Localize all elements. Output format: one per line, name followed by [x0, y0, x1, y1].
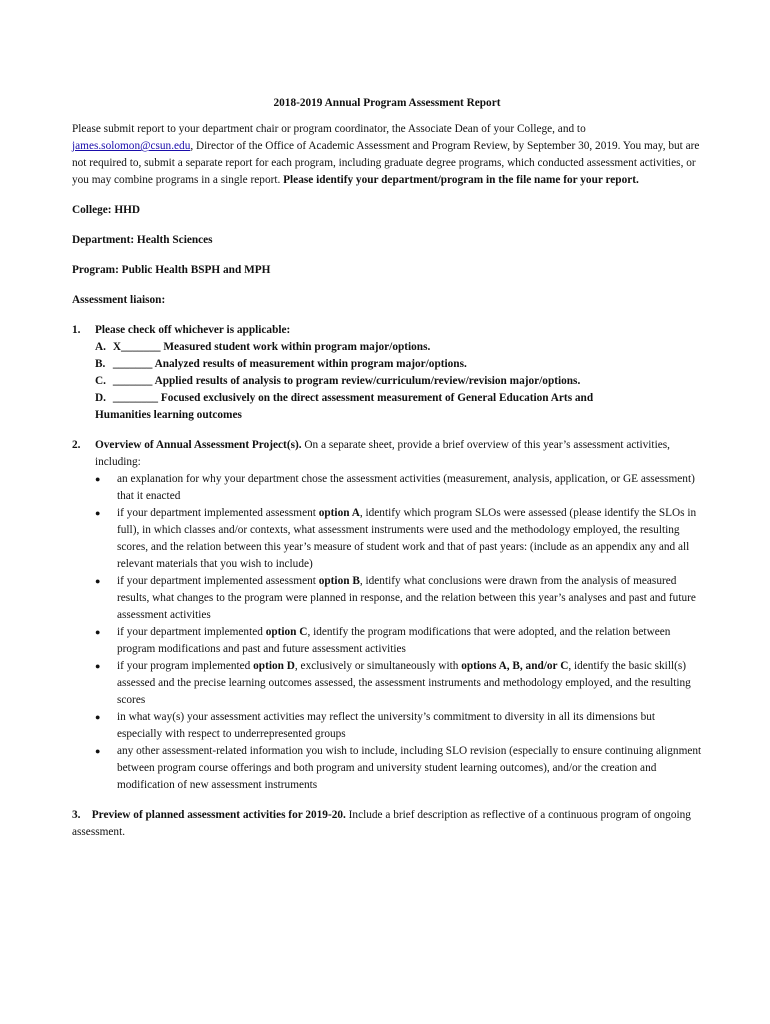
option-d [95, 390, 702, 407]
section-3-heading: Preview of planned assessment activities for 2019-20. [91, 809, 346, 821]
option-c-text: _______ Applied results of analysis to program review/curriculum/review/revision major/options. [112, 375, 581, 387]
option-c-label: C. [95, 375, 106, 387]
program-field: Program: Public Health BSPH and MPH [72, 264, 271, 276]
college-field: College: HHD [72, 204, 141, 216]
option-d-continuation: Humanities learning outcomes [95, 409, 242, 421]
list-item [95, 471, 702, 505]
bullet-text-part: , identify which program SLOs were assessed (please identify the SLOs in full), in which classes and/or contexts, what assessment instruments were used and the methodology employed, the resulting scores, and the relation between this year’s measure of student work and that of past years: (include as an appendix any and all relevant materials that you wish to include) [117, 507, 697, 570]
bullet-text: any other assessment-related information you wish to include, including SLO revision (especially to ensure continuing alignment between program course offerings and both program and university student learning outcomes), and/or the creation and modification of new assessment instruments [117, 745, 702, 791]
intro-text-2: , Director of the Office of Academic Assessment and Program Review, by September 30, 2019. You may, but are not required to, submit a separate report for each program, including graduate degree programs, which conducted assessment activities, or you may combine programs in a single report. [72, 140, 700, 186]
section-2-number: 2. [72, 439, 81, 451]
assessment-liaison-field: Assessment liaison: [72, 294, 166, 306]
section-1-number: 1. [72, 324, 81, 336]
section-1 [72, 322, 702, 424]
bullet-text-part: if your program implemented [117, 660, 254, 672]
section-3 [72, 807, 702, 841]
bullet-text-part: if your department implemented assessment [117, 575, 319, 587]
bullet-text-bold: option A [318, 507, 360, 519]
list-item [95, 658, 702, 709]
bullet-text: in what way(s) your assessment activities may reflect the university’s commitment to diversity in all its dimensions but especially with respect to underrepresented groups [117, 711, 656, 740]
bullet-text-part: if your department implemented [117, 626, 266, 638]
list-item [95, 505, 702, 573]
bullet-text [117, 658, 702, 709]
section-2-intro [95, 437, 702, 471]
section-2 [72, 437, 702, 794]
bullet-text-part: , exclusively or simultaneously with [294, 660, 462, 672]
bullet-icon: ● [95, 661, 101, 671]
document-page [72, 95, 702, 841]
bullet-text-part: if your department implemented assessment [117, 507, 319, 519]
report-title: 2018-2019 Annual Program Assessment Report [273, 97, 501, 109]
bullet-icon: ● [95, 474, 101, 484]
bullet-icon: ● [95, 746, 101, 756]
bullet-text [117, 624, 702, 658]
department-field: Department: Health Sciences [72, 234, 213, 246]
bullet-text: an explanation for why your department chose the assessment activities (measurement, analysis, application, or GE assessment) that it enacted [117, 473, 695, 502]
section-2-text: On a separate sheet, provide a brief overview of this year’s assessment activities, including: [95, 439, 670, 468]
bullet-text [117, 573, 702, 624]
option-b-label: B. [95, 358, 106, 370]
section-3-text: Include a brief description as reflective of a continuous program of ongoing assessment. [72, 809, 691, 838]
bullet-icon: ● [95, 712, 101, 722]
list-item [95, 743, 702, 794]
intro-bold-instruction: Please identify your department/program in the file name for your report. [283, 174, 639, 186]
bullet-icon: ● [95, 508, 101, 518]
list-item [95, 573, 702, 624]
section-3-number: 3. [72, 809, 81, 821]
bullet-text-bold: option D [253, 660, 295, 672]
option-d-text: ________ Focused exclusively on the direct assessment measurement of General Education Arts and [112, 392, 594, 404]
bullet-text-part: , identify the basic skill(s) assessed and the precise learning outcomes assessed, the assessment instruments and methodology employed, and the resulting scores [117, 660, 691, 706]
bullet-text-bold: option B [318, 575, 360, 587]
option-b-text: _______ Analyzed results of measurement within program major/options. [112, 358, 467, 370]
bullet-text-bold: option C [265, 626, 308, 638]
section-2-bullet-list [95, 471, 702, 794]
bullet-text [117, 505, 702, 573]
option-c [95, 373, 702, 390]
intro-paragraph [72, 121, 702, 189]
bullet-text-part: , identify the program modifications that were adopted, and the relation between program modifications and past and future assessment activities [117, 626, 671, 655]
list-item [95, 624, 702, 658]
bullet-text-part: , identify what conclusions were drawn from the analysis of measured results, what changes to the program were planned in response, and the relation between this year’s analyses and past and future assessment activities [117, 575, 696, 621]
option-a-label: A. [95, 341, 106, 353]
bullet-text-bold: options A, B, and/or C [461, 660, 569, 672]
option-a-text: X_______ Measured student work within program major/options. [112, 341, 431, 353]
bullet-icon: ● [95, 576, 101, 586]
intro-text-1: Please submit report to your department chair or program coordinator, the Associate Dean of your College, and to [72, 123, 586, 135]
bullet-icon: ● [95, 627, 101, 637]
list-item [95, 709, 702, 743]
email-link[interactable]: james.solomon@csun.edu [72, 140, 191, 152]
option-b [95, 356, 702, 373]
option-d-label: D. [95, 392, 106, 404]
section-1-heading: Please check off whichever is applicable: [95, 324, 291, 336]
section-2-heading: Overview of Annual Assessment Project(s). [95, 439, 302, 451]
option-a [95, 339, 702, 356]
